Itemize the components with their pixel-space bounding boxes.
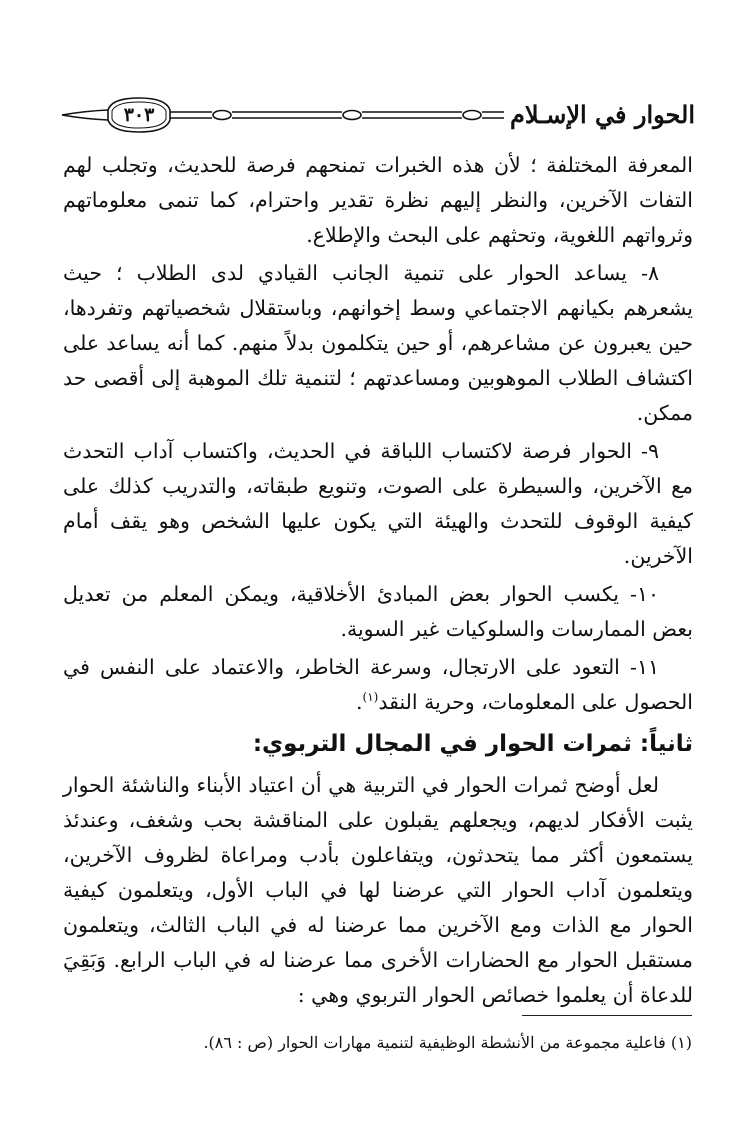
paragraph-item-11-end: . xyxy=(355,690,363,714)
page-body xyxy=(63,148,693,1016)
section-heading: ثانياً: ثمرات الحوار في المجال التربوي: xyxy=(252,731,693,757)
page-number: ٣٠٣ xyxy=(123,104,155,126)
footnote-reference: (١) xyxy=(362,690,379,705)
footnote-separator xyxy=(522,1015,692,1016)
paragraph-item-11 xyxy=(63,650,693,720)
paragraph-item-11-text: ١١- التعود على الارتجال، وسرعة الخاطر، والاعتماد على النفس في الحصول على المعلومات، وحرية النقد xyxy=(63,655,693,714)
running-title: الحوار في الإسـلام xyxy=(504,100,695,130)
paragraph-item-9: ٩- الحوار فرصة لاكتساب اللباقة في الحديث، واكتساب آداب التحدث مع الآخرين، والسيطرة على الصوت، وتنويع طبقاته، والتدريب كذلك على كيفية الوقوف للتحدث والهيئة التي يكون عليها الشخص وهو يقف أمام الآخرين. xyxy=(63,439,693,568)
footnote-1: (١) فاعلية مجموعة من الأنشطة الوظيفية لتنمية مهارات الحوار (ص : ٨٦). xyxy=(203,1033,692,1052)
page-header xyxy=(60,90,695,140)
paragraph-continued: المعرفة المختلفة ؛ لأن هذه الخبرات تمنحهم فرصة للحديث، وتجلب لهم التفات الآخرين، والنظر إليهم نظرة تقدير واحترام، كما تنمى معلوماتهم وثرواتهم اللغوية، وتحثهم على البحث والإطلاع. xyxy=(63,153,693,247)
paragraph-item-8: ٨- يساعد الحوار على تنمية الجانب القيادي لدى الطلاب ؛ حيث يشعرهم بكيانهم الاجتماعي وسط إخوانهم، وباستقلال شخصياتهم وتفردها، حين يعبرون عن مشاعرهم، أو حين يتكلمون بدلاً منهم. كما أنه يساعد على اكتشاف الطلاب الموهوبين ومساعدتهم ؛ لتنمية تلك الموهبة إلى أقصى حد ممكن. xyxy=(63,261,693,425)
paragraph-fruits: لعل أوضح ثمرات الحوار في التربية هي أن اعتياد الأبناء والناشئة الحوار يثبت الأفكار لديهم، ويجعلهم يقبلون على المناقشة بحب وشغف، وعندئذ يستمعون أكثر مما يتحدثون، ويتفاعلون بأدب ومراعاة لظروف الآخرين، ويتعلمون آداب الحوار التي عرضنا لها في الباب الأول، ويتعلمون كيفية الحوار مع الذات ومع الآخرين مما عرضنا له في الباب الثالث، ويتعلمون مستقبل الحوار مع الحضارات الأخرى مما عرضنا له في الباب الرابع. وَبَقِيَ للدعاة أن يعلموا خصائص الحوار التربوي وهي : xyxy=(63,773,693,1007)
paragraph-item-10: ١٠- يكسب الحوار بعض المبادئ الأخلاقية، ويمكن المعلم من تعديل بعض الممارسات والسلوكيات غير السوية. xyxy=(63,582,693,641)
